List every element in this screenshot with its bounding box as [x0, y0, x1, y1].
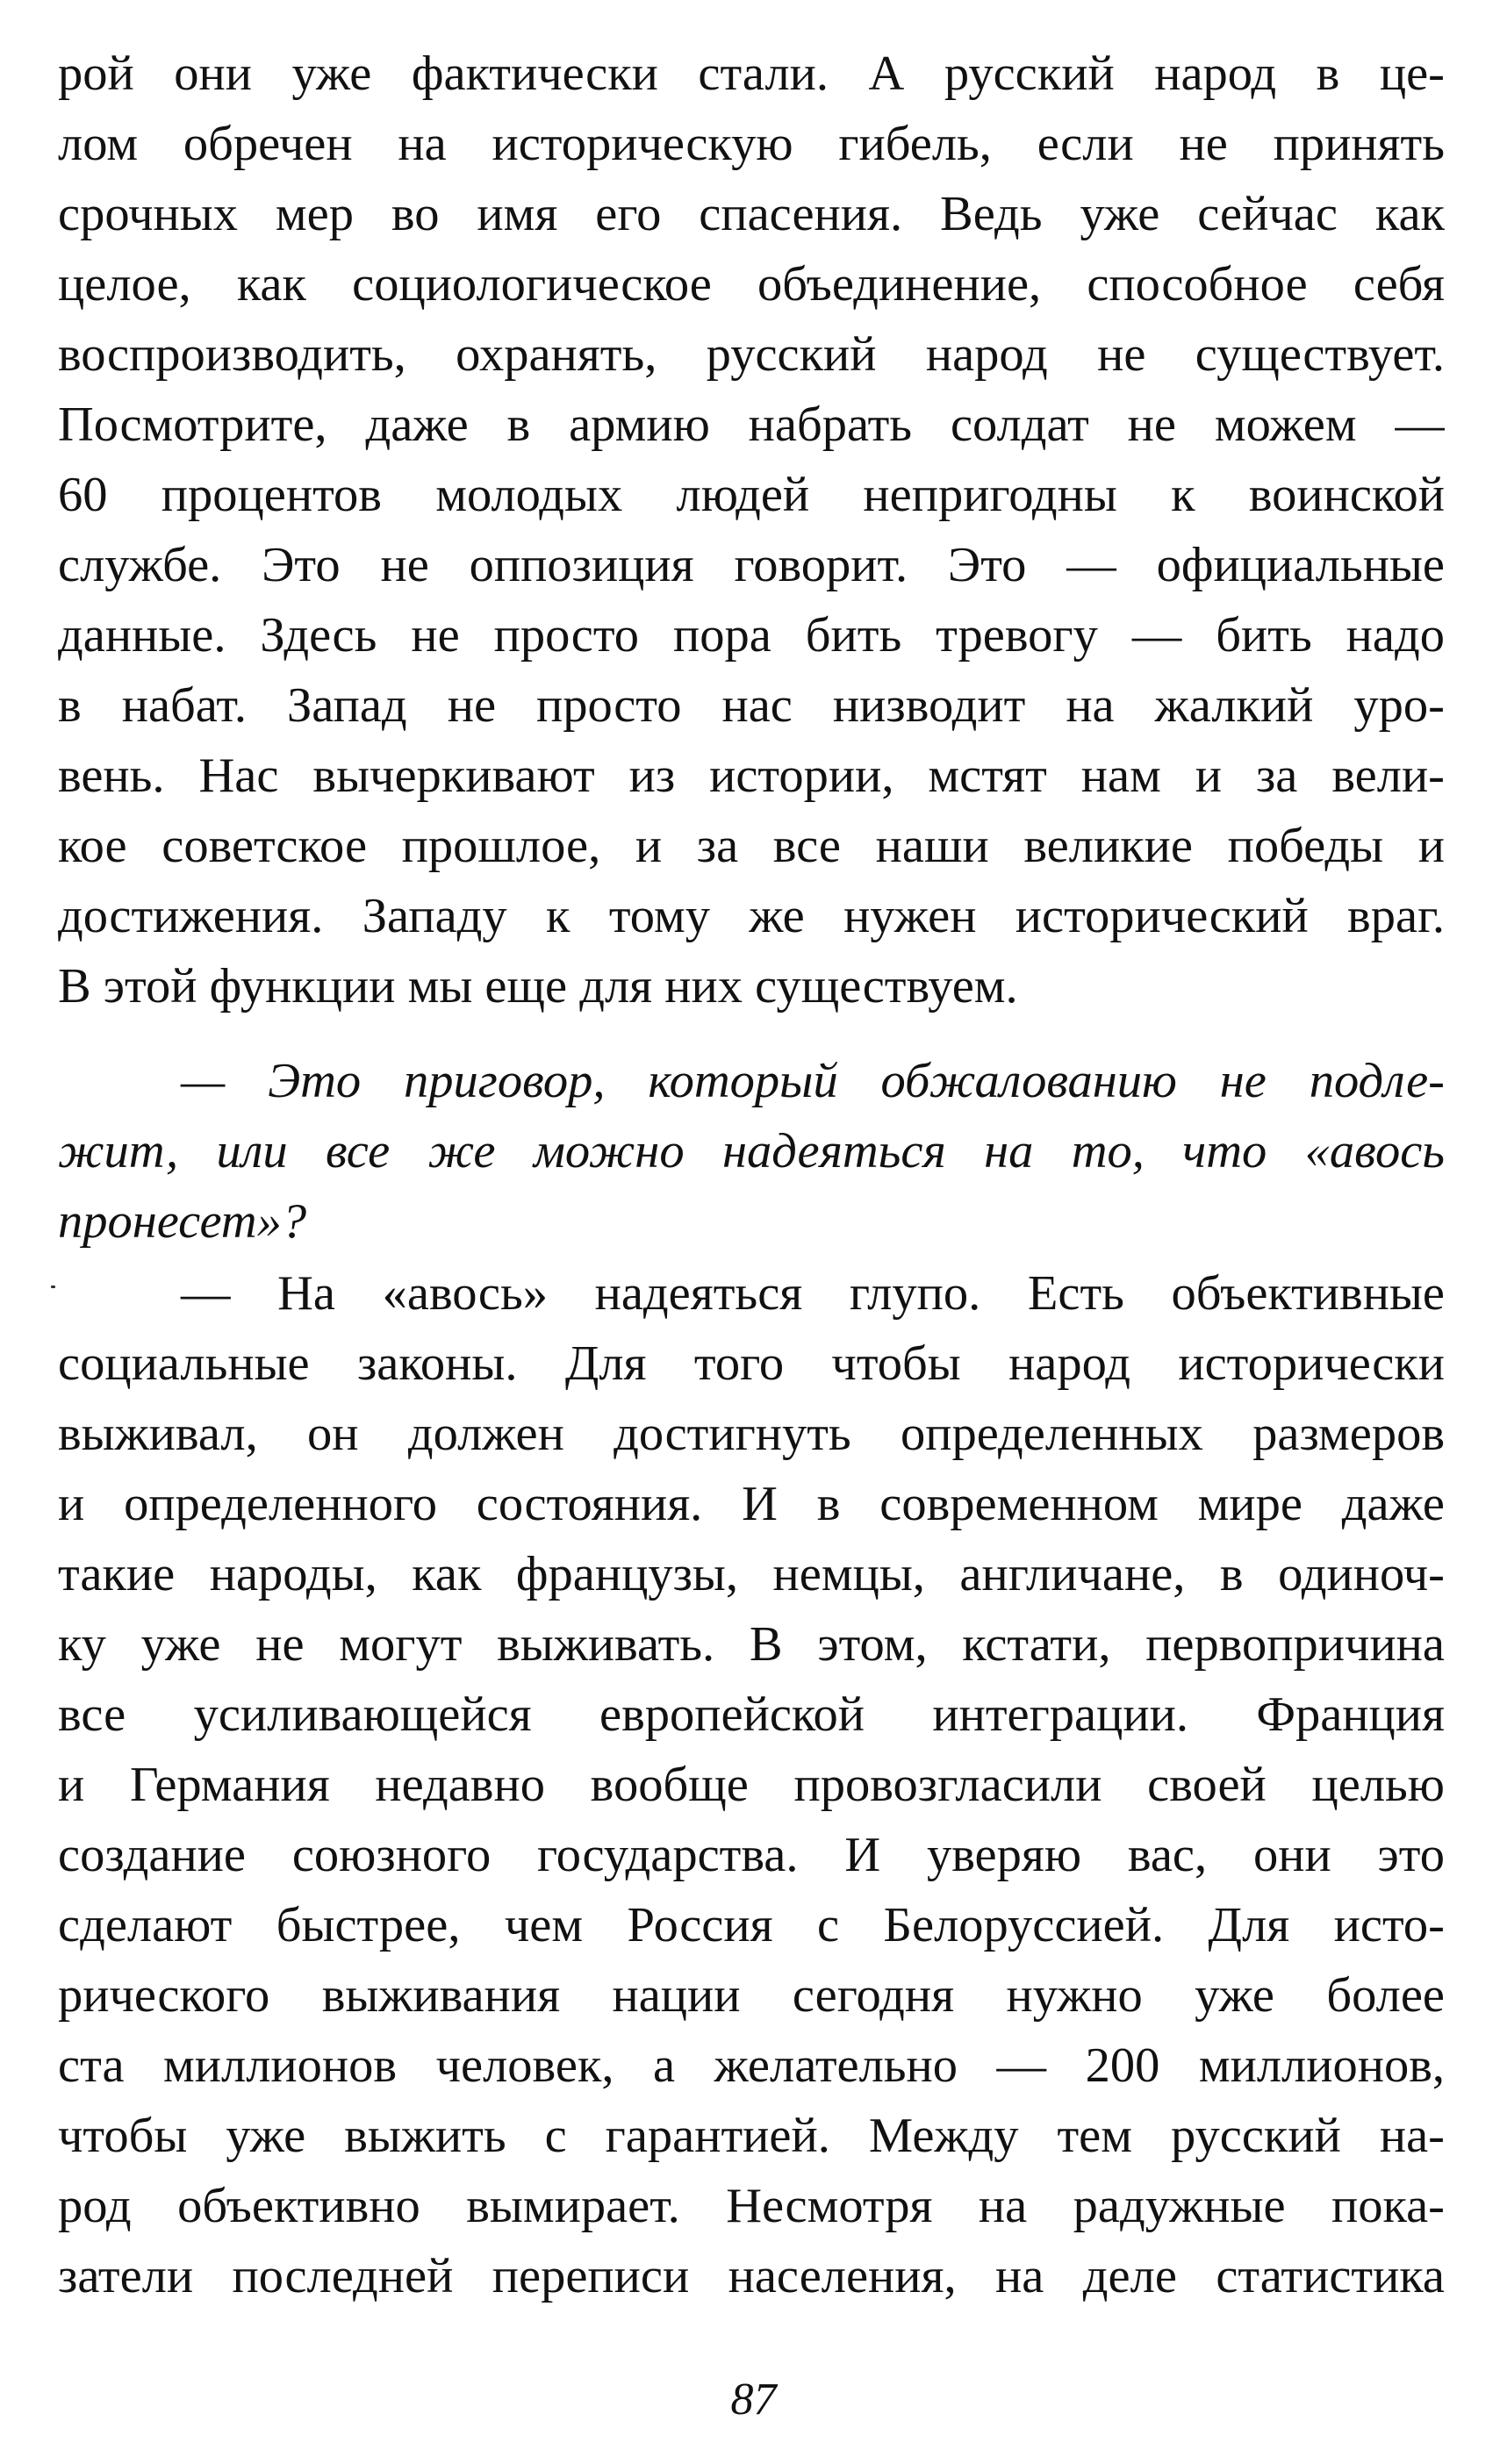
text-line: воспроизводить, охранять, русский народ не существует. [58, 327, 1445, 382]
text-line: данные. Здесь не просто пора бить тревогу — бить надо [58, 608, 1445, 663]
text-line: службе. Это не оппозиция говорит. Это — официальные [58, 538, 1445, 592]
text-line: в набат. Запад не просто нас низводит на жалкий уро- [58, 678, 1445, 733]
text-line: рического выживания нации сегодня нужно уже более [58, 1968, 1445, 2023]
text-line: выживал, он должен достигнуть определенных размеров [58, 1407, 1445, 1461]
text-line: срочных мер во имя его спасения. Ведь уже сейчас как [58, 187, 1445, 241]
text-line: В этой функции мы еще для них существуем. [58, 959, 1018, 1014]
text-line: и определенного состояния. И в современном мире даже [58, 1477, 1445, 1531]
text-line: все усиливающейся европейской интеграции. Франция [58, 1687, 1445, 1742]
text-line: социальные законы. Для того чтобы народ исторически [58, 1336, 1445, 1391]
text-line: кое советское прошлое, и за все наши великие победы и [58, 819, 1445, 873]
text-line: род объективно вымирает. Несмотря на радужные пока- [58, 2179, 1445, 2233]
page-number: 87 [730, 2374, 777, 2425]
text-line: — На «авось» надеяться глупо. Есть объективные [181, 1266, 1445, 1321]
text-line: сделают быстрее, чем Россия с Белоруссией. Для исто- [58, 1898, 1445, 1952]
body-text [58, 39, 1445, 2311]
question-line: жит, или все же можно надеяться на то, что «авось [58, 1124, 1445, 1178]
text-line: рой они уже фактически стали. А русский народ в це- [58, 47, 1445, 101]
text-line: 60 процентов молодых людей непригодны к воинской [58, 468, 1445, 522]
paragraph-gap [58, 1021, 1445, 1046]
text-line: целое, как социологическое объединение, способное себя [58, 257, 1445, 312]
paragraph-2 [58, 1258, 1445, 2311]
text-line: лом обречен на историческую гибель, если не принять [58, 117, 1445, 171]
text-line: вень. Нас вычеркивают из истории, мстят нам и за вели- [58, 749, 1445, 803]
print-speck [51, 1286, 55, 1288]
text-line: такие народы, как французы, немцы, англичане, в одиноч- [58, 1547, 1445, 1601]
text-line: создание союзного государства. И уверяю вас, они это [58, 1828, 1445, 1882]
text-line: ку уже не могут выживать. В этом, кстати, первопричина [58, 1617, 1445, 1672]
interview-question [58, 1046, 1445, 1257]
question-line: пронесет»? [58, 1194, 307, 1249]
text-line: достижения. Западу к тому же нужен исторический враг. [58, 889, 1445, 943]
text-line: затели последней переписи населения, на деле статистика [58, 2249, 1445, 2303]
text-line: Посмотрите, даже в армию набрать солдат не можем — [58, 398, 1445, 452]
text-line: чтобы уже выжить с гарантией. Между тем русский на- [58, 2109, 1445, 2163]
text-line: и Германия недавно вообще провозгласили своей целью [58, 1758, 1445, 1812]
text-line: ста миллионов человек, а желательно — 200 миллионов, [58, 2038, 1445, 2093]
question-line: — Это приговор, который обжалованию не подле- [181, 1054, 1445, 1108]
paragraph-1 [58, 39, 1445, 1021]
